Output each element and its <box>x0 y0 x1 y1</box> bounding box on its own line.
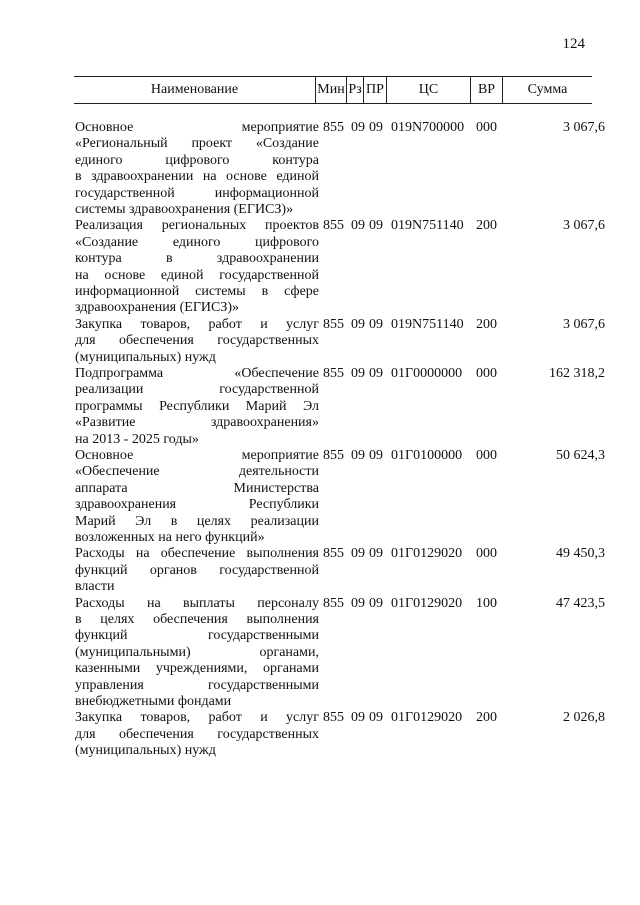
row-pr: 09 <box>369 120 383 135</box>
row-name-line: на основе единой государственной <box>75 267 319 283</box>
header-cs: ЦС <box>386 77 470 103</box>
row-cs: 019N751140 <box>391 316 464 332</box>
row-cs: 01Г0100000 <box>391 447 463 463</box>
row-name-line: реализации государственной <box>75 382 319 398</box>
table-row <box>0 366 640 448</box>
row-name-line: единого цифрового контура <box>75 152 319 168</box>
table-row <box>0 218 640 316</box>
row-name-line: возложенных на него функций» <box>75 530 265 545</box>
table-row <box>0 596 640 711</box>
row-name <box>75 546 319 595</box>
row-name-line: внебюджетными фондами <box>75 693 232 709</box>
header-sum: Сумма <box>502 77 592 103</box>
row-cs: 01Г0000000 <box>391 365 463 381</box>
row-min: 855 <box>323 546 344 562</box>
row-name-line: контура в здравоохранении <box>75 251 319 267</box>
table-header <box>74 76 592 104</box>
row-name-line: Подпрограмма «Обеспечение <box>75 365 319 381</box>
row-pr: 09 <box>369 218 383 234</box>
table-row <box>0 317 640 366</box>
row-name <box>75 317 319 366</box>
row-cs: 01Г0129020 <box>391 595 463 611</box>
table-row <box>0 546 640 595</box>
row-name-line: Основное мероприятие <box>75 120 319 135</box>
row-min: 855 <box>323 120 344 135</box>
row-sum: 47 423,5 <box>556 595 605 611</box>
row-sum: 49 450,3 <box>556 546 605 562</box>
row-rz: 09 <box>351 595 365 611</box>
row-rz: 09 <box>351 365 365 381</box>
row-name-line: функций государственными <box>75 628 319 644</box>
row-name-line: здравоохранения (ЕГИСЗ)» <box>75 300 240 316</box>
row-vr: 200 <box>476 218 497 234</box>
row-pr: 09 <box>369 365 383 381</box>
row-name-line: «Региональный проект «Создание <box>75 136 319 152</box>
row-name-line: (муниципальных) нужд <box>75 743 216 759</box>
row-name <box>75 710 319 759</box>
header-vr: ВР <box>470 77 502 103</box>
row-name-line: в здравоохранении на основе единой <box>75 169 319 185</box>
row-name-line: Закупка товаров, работ и услуг <box>75 710 319 726</box>
row-cs: 019N700000 <box>391 120 465 135</box>
table-body <box>0 120 640 760</box>
row-name-line: функций органов государственной <box>75 562 319 578</box>
row-pr: 09 <box>369 595 383 611</box>
row-pr: 09 <box>369 316 383 332</box>
row-name-line: Расходы на выплаты персоналу <box>75 595 319 611</box>
row-cs: 01Г0129020 <box>391 546 463 562</box>
row-name-line: «Развитие здравоохранения» <box>75 415 319 431</box>
row-min: 855 <box>323 218 344 234</box>
row-name-line: казенными учреждениями, органами <box>75 661 319 677</box>
row-name-line: «Создание единого цифрового <box>75 234 319 250</box>
row-rz: 09 <box>351 546 365 562</box>
table-row <box>0 120 640 218</box>
row-vr: 000 <box>476 546 497 562</box>
row-name-line: на 2013 - 2025 годы» <box>75 431 199 447</box>
row-name-line: Марий Эл в целях реализации <box>75 513 319 529</box>
row-name-line: Основное мероприятие <box>75 447 319 463</box>
row-vr: 000 <box>476 365 497 381</box>
row-min: 855 <box>323 710 344 726</box>
row-name-line: «Обеспечение деятельности <box>75 464 319 480</box>
row-name-line: управления государственными <box>75 677 319 693</box>
row-name-line: Закупка товаров, работ и услуг <box>75 316 319 332</box>
row-name-line: информационной системы в сфере <box>75 284 319 300</box>
row-name-line: (муниципальными) органами, <box>75 644 319 660</box>
row-min: 855 <box>323 595 344 611</box>
row-name-line: Реализация региональных проектов <box>75 218 319 234</box>
row-sum: 50 624,3 <box>556 447 605 463</box>
row-name-line: (муниципальных) нужд <box>75 349 216 365</box>
row-min: 855 <box>323 316 344 332</box>
row-rz: 09 <box>351 218 365 234</box>
row-name <box>75 596 319 711</box>
row-pr: 09 <box>369 710 383 726</box>
row-name <box>75 448 319 546</box>
row-pr: 09 <box>369 447 383 463</box>
header-rz: Рз <box>346 77 363 103</box>
row-name-line: в целях обеспечения выполнения <box>75 611 319 627</box>
row-name-line: аппарата Министерства <box>75 480 319 496</box>
row-sum: 3 067,6 <box>563 218 605 234</box>
row-rz: 09 <box>351 710 365 726</box>
row-name-line: системы здравоохранения (ЕГИСЗ)» <box>75 202 294 218</box>
row-name-line: здравоохранения Республики <box>75 497 319 513</box>
row-vr: 200 <box>476 710 497 726</box>
row-min: 855 <box>323 447 344 463</box>
row-name-line: Расходы на обеспечение выполнения <box>75 546 319 562</box>
row-sum: 3 067,6 <box>563 316 605 332</box>
row-vr: 200 <box>476 316 497 332</box>
row-cs: 019N751140 <box>391 218 464 234</box>
row-rz: 09 <box>351 447 365 463</box>
row-sum: 162 318,2 <box>549 365 605 381</box>
page-number: 124 <box>562 36 585 52</box>
row-sum: 3 067,6 <box>563 120 605 135</box>
row-name-line: государственной информационной <box>75 185 319 201</box>
row-rz: 09 <box>351 120 365 135</box>
row-vr: 000 <box>476 120 497 135</box>
row-vr: 000 <box>476 447 497 463</box>
row-rz: 09 <box>351 316 365 332</box>
header-name: Наименование <box>150 82 239 97</box>
row-name-line: власти <box>75 579 115 595</box>
row-name-line: для обеспечения государственных <box>75 333 319 349</box>
row-pr: 09 <box>369 546 383 562</box>
row-vr: 100 <box>476 595 497 611</box>
row-name <box>75 366 319 448</box>
table-row <box>0 710 640 759</box>
row-name <box>75 120 319 218</box>
row-sum: 2 026,8 <box>563 710 605 726</box>
table-row <box>0 448 640 546</box>
row-name-line: для обеспечения государственных <box>75 726 319 742</box>
row-name <box>75 218 319 316</box>
header-pr: ПР <box>363 77 386 103</box>
row-name-line: программы Республики Марий Эл <box>75 398 319 414</box>
row-cs: 01Г0129020 <box>391 710 463 726</box>
header-min: Мин <box>315 77 346 103</box>
row-min: 855 <box>323 365 344 381</box>
